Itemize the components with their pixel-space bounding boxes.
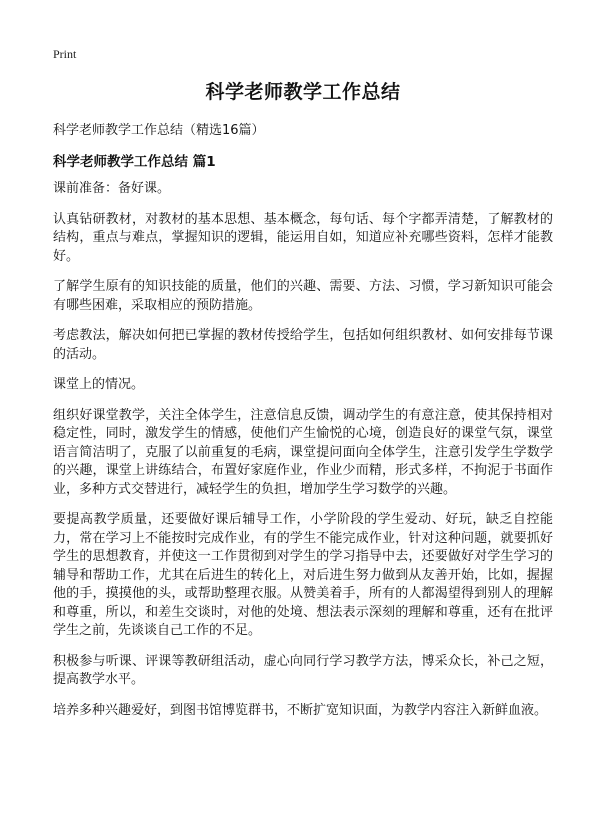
document-title: 科学老师教学工作总结 — [205, 81, 401, 103]
paragraph-prep: 课前准备：备好课。 — [53, 181, 171, 196]
paragraph-study-material: 认真钻研教材，对教材的基本思想、基本概念，每句话、每个字都弄清楚，了解教材的结构，重点与难点，掌握知识的逻辑，能运用自如，知道应补充哪些资料，怎样才能教好。 — [53, 211, 553, 264]
paragraph-know-students: 了解学生原有的知识技能的质量，他们的兴趣、需要、方法、习惯，学习新知识可能会有哪些困难，采取相应的预防措施。 — [53, 279, 553, 313]
paragraph-interests: 培养多种兴趣爱好，到图书馆博览群书，不断扩宽知识面，为教学内容注入新鲜血液。 — [53, 702, 548, 718]
document-body — [53, 180, 553, 732]
paragraph-research-activity: 积极参与听课、评课等教研组活动，虚心向同行学习教学方法，博采众长，补己之短，提高教学水平。 — [53, 653, 553, 687]
document-subtitle: 科学老师教学工作总结（精选16篇） — [53, 123, 265, 138]
paragraph-organize-class: 组织好课堂教学，关注全体学生，注意信息反馈，调动学生的有意注意，使其保持相对稳定性，同时，激发学生的情感，使他们产生愉悦的心境，创造良好的课堂气氛，课堂语言简洁明了，克服了以前重复的毛病，课堂提问面向全体学生，注意引发学生学数学的兴趣，课堂上讲练结合，布置好家庭作业，作业少而精，形式多样，不拘泥于书面作业，多种方式交替进行，减轻学生的负担，增加学生学习数学的兴趣。 — [53, 407, 553, 497]
print-link[interactable]: Print — [53, 47, 77, 61]
paragraph-classroom: 课堂上的情况。 — [53, 377, 145, 392]
paragraph-teaching-method: 考虑教法，解决如何把已掌握的教材传授给学生，包括如何组织教材、如何安排每节课的活动。 — [53, 328, 553, 362]
section-heading: 科学老师教学工作总结 篇1 — [53, 154, 216, 170]
paragraph-after-class: 要提高教学质量，还要做好课后辅导工作，小学阶段的学生爱动、好玩，缺乏自控能力，常在学习上不能按时完成作业，有的学生不能完成作业，针对这种问题，就要抓好学生的思想教育，并使这一工作贯彻到对学生的学习指导中去，还要做好对学生学习的辅导和帮助工作，尤其在后进生的转化上，对后进生努力做到从友善开始，比如，握握他的手，摸摸他的头，或帮助整理衣服。从赞美着手，所有的人都渴望得到别人的理解和尊重，所以，和差生交谈时，对他的处境、想法表示深刻的理解和尊重，还有在批评学生之前，先谈谈自己工作的不足。 — [53, 512, 553, 638]
